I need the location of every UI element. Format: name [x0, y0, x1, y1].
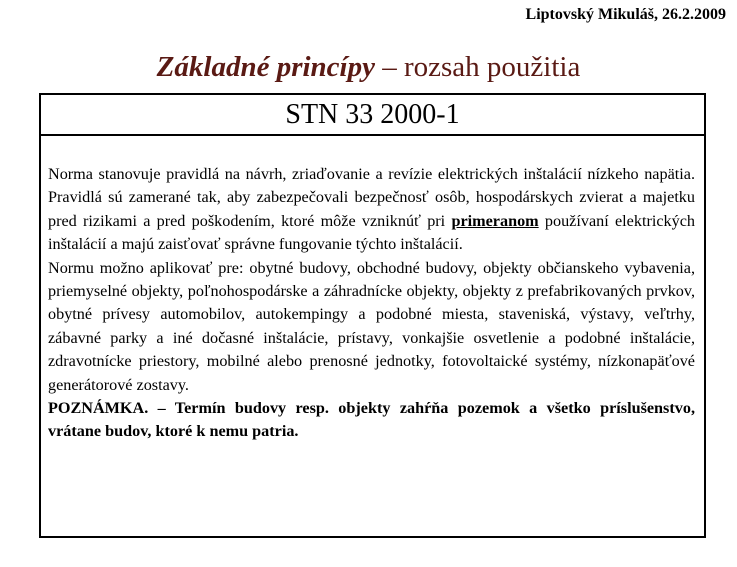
scope-text-end: používaní elektrických inštalácií a majú zaisťovať správne fungovanie týchto inštalácií.: [48, 211, 695, 254]
emphasized-word: primeranom: [451, 211, 539, 230]
standard-name-box: [39, 93, 706, 136]
application-paragraph: Normu možno aplikovať pre: obytné budovy, obchodné budovy, objekty občianskeho vybavenia, priemyselné objekty, poľnohospodárske a záhradnícke objekty, objekty z prefabrikovaných prvkov, obytné prívesy automobilov, autokempingy a podobné miesta, staveniská, výstavy, veľtrhy, zábavné parky a iné dočasné inštalácie, prístavy, vonkajšie osvetlenie a podobné inštalácie, zdravotnícke priestory, mobilné alebo prenosné jednotky, fotovoltaické systémy, nízkonapäťové generátorové zostavy.: [48, 258, 695, 394]
slide-title: [0, 48, 737, 86]
content-box: [39, 136, 706, 538]
scope-text-start: Norma stanovuje pravidlá na návrh, zriaďovanie a revízie elektrických inštalácií nízkeho napätia. Pravidlá sú zamerané tak, aby zabezpečovali bezpečnosť osôb, hospodárskych zvierat a majetku pred rizikami a pred poškodením, ktoré môže vzniknúť pri: [48, 165, 695, 230]
standard-name: STN 33 2000-1: [285, 99, 460, 130]
header-location-date: Liptovský Mikuláš, 26.2.2009: [525, 6, 726, 23]
scope-paragraph: [48, 163, 695, 257]
note-paragraph: POZNÁMKA. – Termín budovy resp. objekty zahŕňa pozemok a všetko príslušenstvo, vrátane budov, ktoré k nemu patria.: [48, 399, 695, 441]
slide-title-main: Základné princípy: [156, 51, 375, 83]
slide-title-rest: – rozsah použitia: [374, 51, 581, 83]
